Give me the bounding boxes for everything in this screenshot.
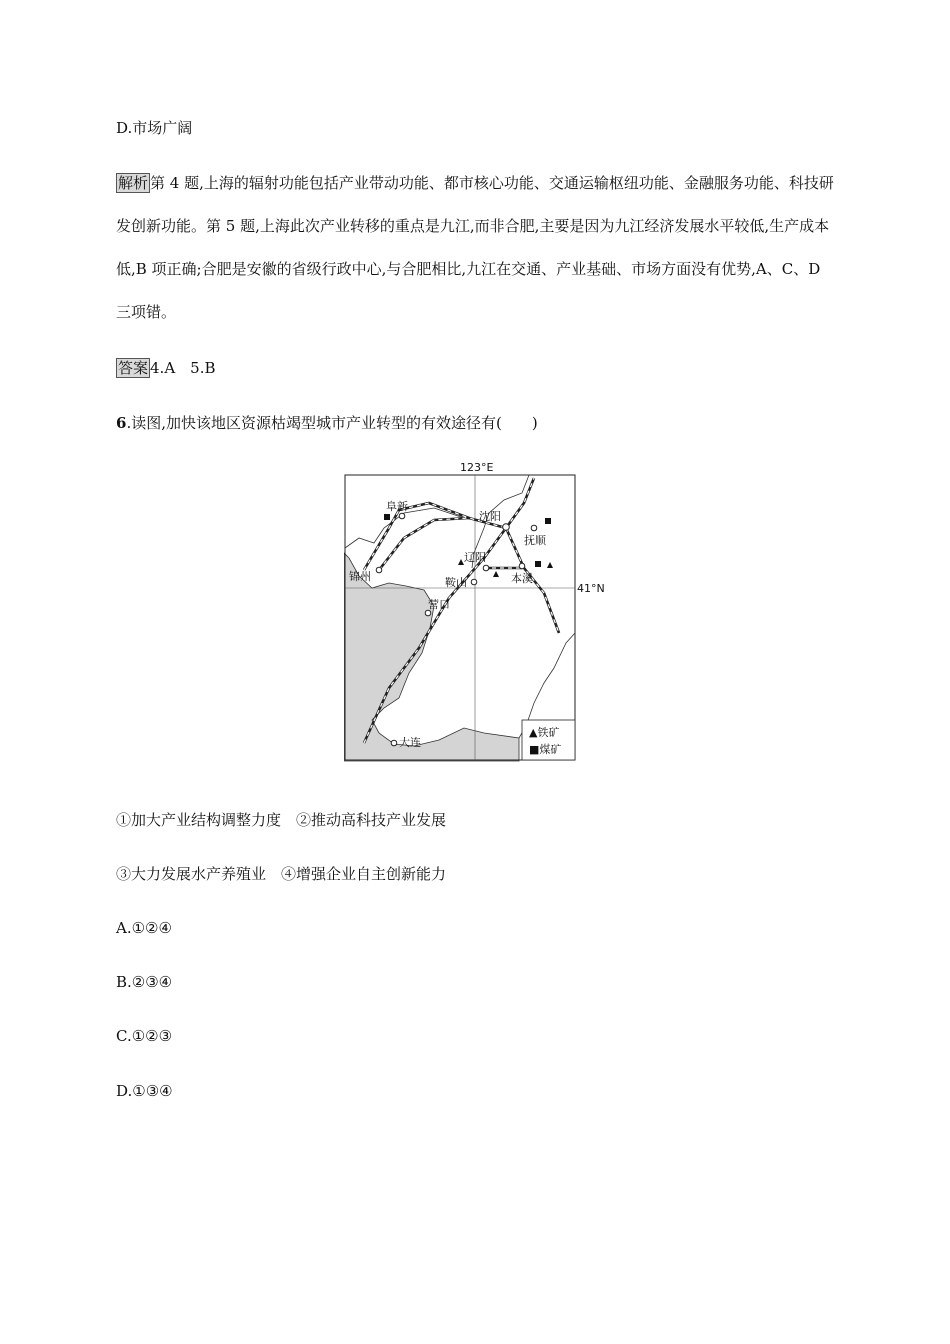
liaoning-map: [344, 458, 609, 763]
analysis-block: [116, 162, 836, 334]
statements-line-2: ③大力发展水产养殖业 ④增强企业自主创新能力: [116, 865, 447, 883]
city-dalian: 大连: [399, 736, 421, 749]
legend-iron: ▲铁矿: [529, 726, 560, 739]
answer-text: 4.A 5.B: [150, 359, 216, 377]
meridian-label: 123°E: [460, 461, 494, 474]
option-d-q3: D.市场广阔: [116, 119, 193, 137]
answer-line: [116, 358, 216, 378]
answer-tag: 答案: [118, 359, 149, 377]
question-6-stem: [116, 413, 538, 433]
city-fuxin: 阜新: [386, 500, 408, 513]
city-benxi: 本溪: [511, 572, 533, 585]
analysis-tag: 解析: [118, 174, 149, 192]
statements-line-1: ①加大产业结构调整力度 ②推动高科技产业发展: [116, 811, 447, 829]
option-a: A.①②④: [116, 919, 172, 937]
option-c: C.①②③: [116, 1027, 173, 1045]
city-anshan: 鞍山: [445, 576, 467, 589]
parallel-label: 41°N: [577, 582, 605, 595]
city-liaoyang: 辽阳: [464, 551, 486, 564]
analysis-text: 第 4 题,上海的辐射功能包括产业带动功能、都市核心功能、交通运输枢纽功能、金融服务功能、科技研发创新功能。第 5 题,上海此次产业转移的重点是九江,而非合肥,主要是因为九江经济发展水平较低,生产成本低,B 项正确;合肥是安徽的省级行政中心,与合肥相比,九江在交通、产业基础、市场方面没有优势,A、C、D 三项错。: [116, 174, 834, 321]
city-shenyang: 沈阳: [479, 510, 501, 523]
city-yingkou: 营口: [428, 598, 450, 611]
question-number: 6: [116, 414, 127, 432]
option-b: B.②③④: [116, 973, 173, 991]
question-text: .读图,加快该地区资源枯竭型城市产业转型的有效途径有( ): [126, 414, 538, 432]
city-fushun: 抚顺: [524, 534, 546, 547]
option-d: D.①③④: [116, 1082, 173, 1100]
legend-coal: ■煤矿: [529, 743, 562, 756]
city-jinzhou: 锦州: [349, 570, 371, 583]
